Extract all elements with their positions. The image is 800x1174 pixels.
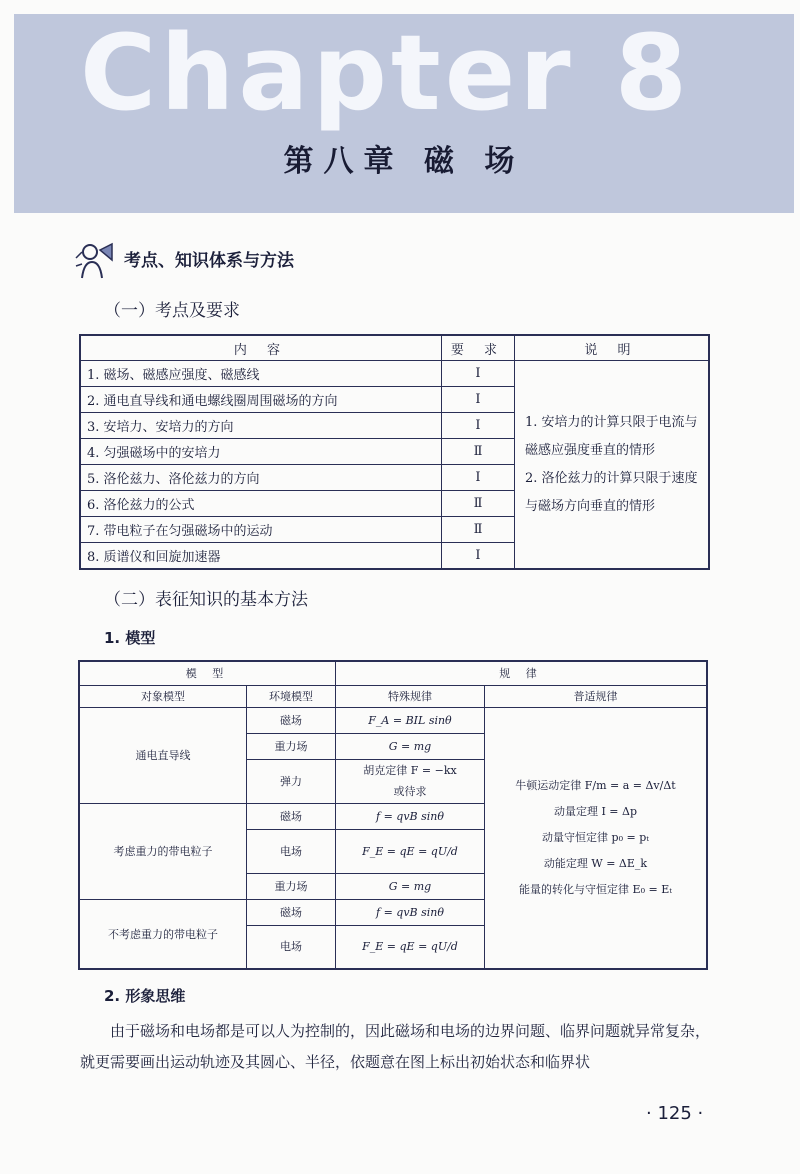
env-cell: 电场 xyxy=(247,925,336,969)
notes-cell xyxy=(515,361,710,570)
table-cell: Ⅱ xyxy=(442,517,515,543)
table-header: 内 容 xyxy=(80,335,442,361)
table-header: 特殊规律 xyxy=(336,685,485,707)
env-cell: 磁场 xyxy=(247,899,336,925)
formula-cell: F_A = BIL sinθ xyxy=(336,707,485,733)
note-2: 2. 洛伦兹力的计算只限于速度与磁场方向垂直的情形 xyxy=(525,470,698,514)
general-law: 动量定理 I = Δp xyxy=(553,804,638,818)
table-cell: Ⅰ xyxy=(442,465,515,491)
general-law: 牛顿运动定律 F/m = a = Δv/Δt xyxy=(515,778,676,792)
subsection-title-1: （一）考点及要求 xyxy=(104,301,240,321)
table-header: 说 明 xyxy=(515,335,710,361)
object-cell: 不考虑重力的带电粒子 xyxy=(79,899,247,969)
formula-cell: G = mg xyxy=(336,873,485,899)
table-cell: Ⅰ xyxy=(442,361,515,387)
table-cell: Ⅰ xyxy=(442,543,515,570)
general-law: 动量守恒定律 p₀ = pₜ xyxy=(542,830,649,844)
general-law: 动能定理 W = ΔE_k xyxy=(543,856,648,870)
chapter-banner xyxy=(14,14,794,213)
table-header: 要 求 xyxy=(442,335,515,361)
chapter-heading: Chapter 8 xyxy=(80,14,692,134)
env-cell: 弹力 xyxy=(247,759,336,803)
chapter-title: 第八章 磁 场 xyxy=(283,144,525,179)
table-cell: 2. 通电直导线和通电螺线圈周围磁场的方向 xyxy=(80,387,442,413)
formula-line: 或待求 xyxy=(393,785,427,798)
env-cell: 重力场 xyxy=(247,873,336,899)
env-cell: 磁场 xyxy=(247,803,336,829)
table-cell: 5. 洛伦兹力、洛伦兹力的方向 xyxy=(80,465,442,491)
table-cell: Ⅱ xyxy=(442,491,515,517)
model-table xyxy=(78,660,708,970)
table-header: 规 律 xyxy=(336,661,708,685)
model-heading: 1. 模型 xyxy=(104,629,156,647)
body-paragraph: 由于磁场和电场都是可以人为控制的，因此磁场和电场的边界问题、临界问题就异常复杂，就更需要画出运动轨迹及其圆心、半径，依题意在图上标出初始状态和临界状 xyxy=(80,1022,711,1071)
table-header: 对象模型 xyxy=(79,685,247,707)
general-law: 能量的转化与守恒定律 E₀ = Eₜ xyxy=(519,882,672,896)
env-cell: 磁场 xyxy=(247,707,336,733)
table-cell: 3. 安培力、安培力的方向 xyxy=(80,413,442,439)
table-header: 普适规律 xyxy=(485,685,708,707)
requirements-table xyxy=(79,334,710,570)
note-1: 1. 安培力的计算只限于电流与磁感应强度垂直的情形 xyxy=(525,414,698,458)
table-cell: 6. 洛伦兹力的公式 xyxy=(80,491,442,517)
table-cell: 7. 带电粒子在匀强磁场中的运动 xyxy=(80,517,442,543)
object-cell: 通电直导线 xyxy=(79,707,247,803)
table-cell: 1. 磁场、磁感应强度、磁感线 xyxy=(80,361,442,387)
table-cell: 4. 匀强磁场中的安培力 xyxy=(80,439,442,465)
table-header: 环境模型 xyxy=(247,685,336,707)
formula-cell: G = mg xyxy=(336,733,485,759)
formula-cell: F_E = qE = qU/d xyxy=(336,925,485,969)
speaker-icon xyxy=(74,240,118,280)
table-header: 模 型 xyxy=(79,661,336,685)
table-cell: Ⅰ xyxy=(442,413,515,439)
env-cell: 电场 xyxy=(247,829,336,873)
formula-cell xyxy=(336,759,485,803)
table-cell: 8. 质谱仪和回旋加速器 xyxy=(80,543,442,570)
formula-cell: f = qvB sinθ xyxy=(336,803,485,829)
subsection-title-2: （二）表征知识的基本方法 xyxy=(104,590,308,610)
page-number: · 125 · xyxy=(646,1103,704,1124)
formula-line: 胡克定律 F = −kx xyxy=(363,764,457,777)
imagery-heading: 2. 形象思维 xyxy=(104,987,186,1005)
section-title: 考点、知识体系与方法 xyxy=(124,251,294,271)
table-cell: Ⅱ xyxy=(442,439,515,465)
formula-cell: F_E = qE = qU/d xyxy=(336,829,485,873)
object-cell: 考虑重力的带电粒子 xyxy=(79,803,247,899)
general-laws-cell xyxy=(485,707,708,969)
table-cell: Ⅰ xyxy=(442,387,515,413)
env-cell: 重力场 xyxy=(247,733,336,759)
formula-cell: f = qvB sinθ xyxy=(336,899,485,925)
